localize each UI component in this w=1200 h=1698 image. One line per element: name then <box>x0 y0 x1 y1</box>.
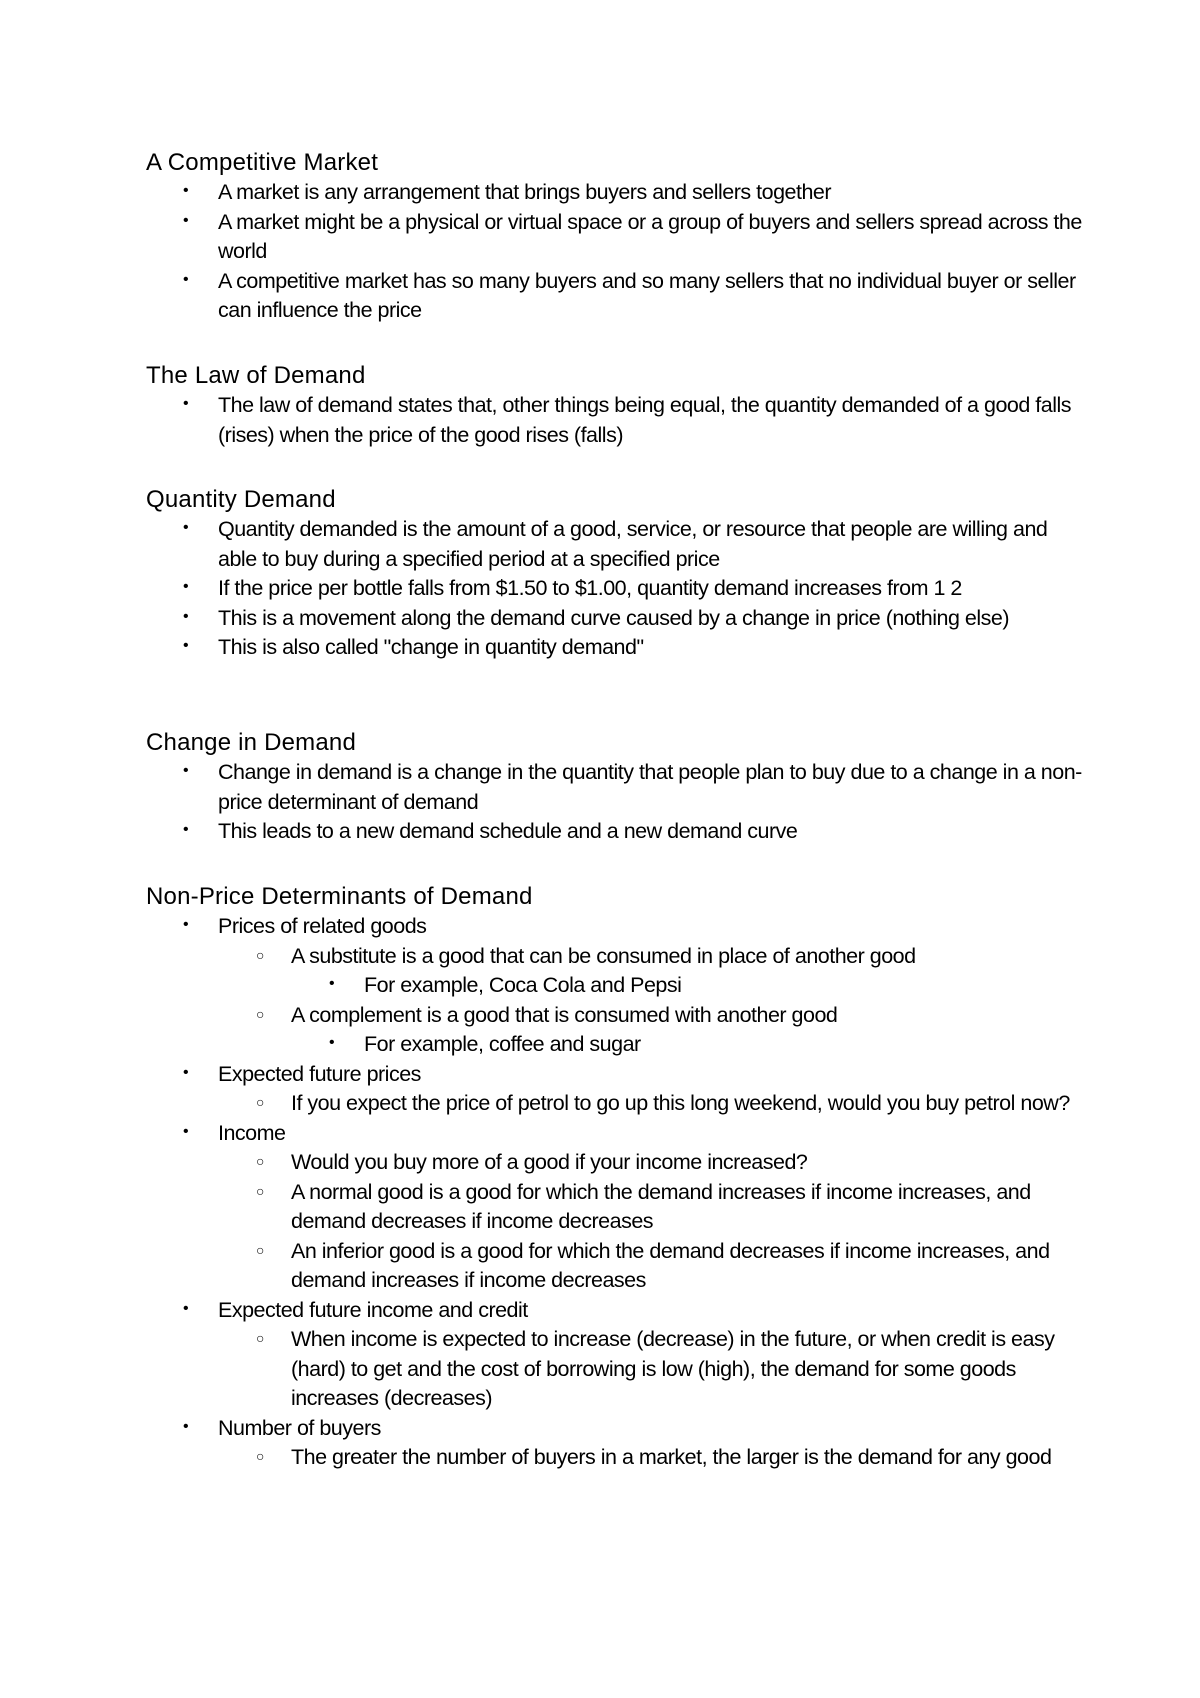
section-heading: The Law of Demand <box>146 362 366 389</box>
list-item: • Prices of related goods <box>183 914 427 938</box>
bullet-icon: • <box>183 578 189 595</box>
section-heading: Change in Demand <box>146 729 357 756</box>
bullet-icon: • <box>183 1417 189 1435</box>
section-non-price-determinants <box>146 882 1086 1473</box>
bullet-list <box>146 515 1086 663</box>
circle-bullet-icon: ○ <box>256 1005 264 1022</box>
bullet-icon: • <box>329 1034 335 1051</box>
list-item: ○ The greater the number of buyers in a market, the larger is the demand for any good <box>256 1445 1052 1469</box>
bullet-icon: • <box>183 270 189 288</box>
list-item: • A market might be a physical or virtual space or a group of buyers and sellers spread across the world <box>183 209 1082 263</box>
circle-bullet-icon: ○ <box>256 1182 264 1199</box>
list-item: ○ A normal good is a good for which the demand increases if income increases, and demand decreases if income decreases <box>256 1179 1031 1233</box>
bullet-icon: • <box>183 762 189 779</box>
bullet-icon: • <box>183 821 189 838</box>
bullet-list <box>146 758 1086 847</box>
section-law-of-demand <box>146 361 1086 450</box>
bullet-list <box>146 912 1086 1473</box>
section-heading: A Competitive Market <box>146 149 379 176</box>
bullet-list <box>146 391 1086 450</box>
bullet-icon: • <box>329 975 335 992</box>
bullet-icon: • <box>183 1063 189 1081</box>
bullet-icon: • <box>183 637 189 654</box>
bullet-icon: • <box>183 395 189 412</box>
section-change-in-demand <box>146 728 1086 847</box>
bullet-list <box>146 178 1086 326</box>
circle-bullet-icon: ○ <box>256 1153 264 1169</box>
list-item: • Quantity demanded is the amount of a good, service, or resource that people are willing and able to buy during a specified period at a specified price <box>183 517 1048 571</box>
list-item: • If the price per bottle falls from $1.50 to $1.00, quantity demand increases from 1 2 <box>183 576 962 600</box>
list-item: • Expected future income and credit <box>183 1297 528 1322</box>
list-item: • This leads to a new demand schedule and a new demand curve <box>183 819 798 843</box>
list-item: ○ If you expect the price of petrol to go up this long weekend, would you buy petrol now? <box>256 1091 1070 1115</box>
bullet-icon: • <box>183 211 189 229</box>
list-item: • For example, coffee and sugar <box>329 1032 641 1056</box>
list-item: • A market is any arrangement that brings buyers and sellers together <box>183 180 832 204</box>
list-item: • This is also called "change in quantity demand" <box>183 635 644 659</box>
circle-bullet-icon: ○ <box>256 1094 264 1110</box>
section-heading: Quantity Demand <box>146 486 336 513</box>
list-item: ○ An inferior good is a good for which the demand decreases if income increases, and demand increases if income decreases <box>256 1238 1050 1292</box>
list-item: ○ A substitute is a good that can be consumed in place of another good <box>256 943 916 968</box>
bullet-icon: • <box>183 182 189 199</box>
circle-bullet-icon: ○ <box>256 1330 264 1346</box>
section-heading: Non-Price Determinants of Demand <box>146 883 533 910</box>
circle-bullet-icon: ○ <box>256 1241 264 1258</box>
bullet-icon: • <box>183 519 189 536</box>
list-item: ○ A complement is a good that is consumed with another good <box>256 1002 838 1027</box>
bullet-icon: • <box>183 916 189 933</box>
circle-bullet-icon: ○ <box>256 1448 264 1464</box>
circle-bullet-icon: ○ <box>256 946 264 963</box>
list-item: • Expected future prices <box>183 1061 421 1086</box>
list-item: • Income <box>183 1120 286 1145</box>
section-competitive-market <box>146 148 1086 326</box>
list-item: • A competitive market has so many buyers and so many sellers that no individual buyer or seller can influence the price <box>183 268 1076 322</box>
list-item: ○ When income is expected to increase (decrease) in the future, or when credit is easy (hard) to get and the cost of borrowing is low (high), the demand for some goods increases (decreases) <box>256 1327 1055 1410</box>
bullet-icon: • <box>183 1299 189 1317</box>
bullet-icon: • <box>183 1122 189 1140</box>
list-item: • The law of demand states that, other things being equal, the quantity demanded of a good falls (rises) when the price of the good rises (falls) <box>183 393 1072 447</box>
bullet-icon: • <box>183 607 189 625</box>
list-item: ○ Would you buy more of a good if your income increased? <box>256 1150 808 1174</box>
list-item: • Change in demand is a change in the quantity that people plan to buy due to a change in a non-price determinant of demand <box>183 760 1082 814</box>
list-item: • This is a movement along the demand curve caused by a change in price (nothing else) <box>183 605 1009 630</box>
list-item: • For example, Coca Cola and Pepsi <box>329 973 682 997</box>
section-quantity-demand <box>146 485 1086 663</box>
list-item: • Number of buyers <box>183 1415 381 1440</box>
